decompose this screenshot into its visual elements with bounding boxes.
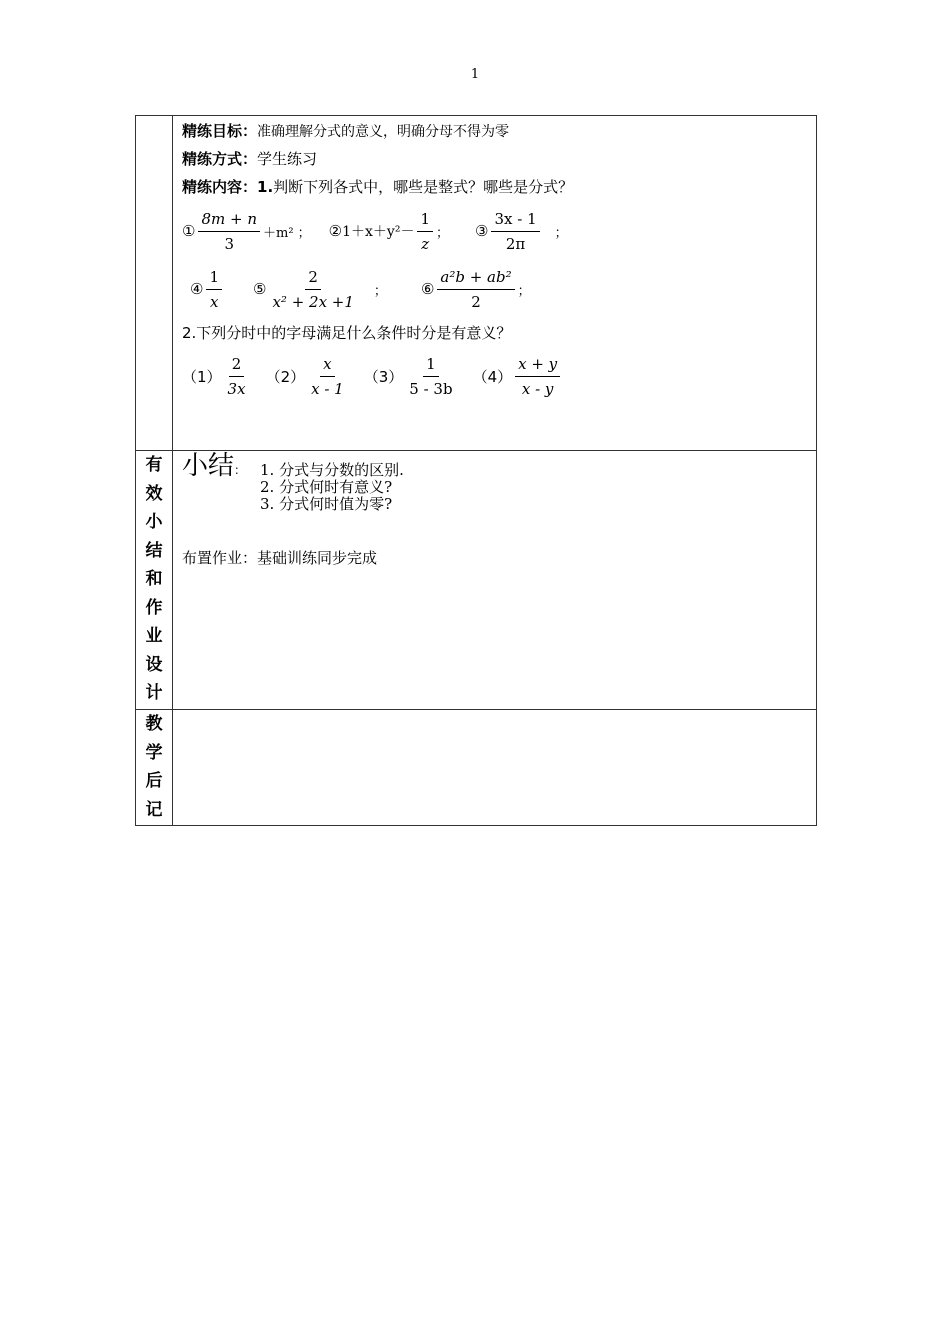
side-char: 效 <box>145 483 163 504</box>
expr-6-denominator: 2 <box>471 292 481 311</box>
practice-goal <box>182 118 816 146</box>
q2-2-numerator: x <box>320 354 334 377</box>
q1-text: 判断下列各式中，哪些是整式？哪些是分式？ <box>273 178 574 196</box>
expr-6-tail: ； <box>517 283 531 299</box>
summary-side-label <box>136 451 172 708</box>
expr-5-tail: ； <box>373 283 387 299</box>
method-text: 学生练习 <box>257 150 318 168</box>
summary-colon: ： <box>234 463 247 477</box>
reflection-side-label <box>136 710 172 824</box>
side-char: 学 <box>145 742 163 763</box>
expr-1-tail: ＋m² ； <box>263 225 311 241</box>
q2-4-numerator: x + y <box>515 354 560 377</box>
side-char: 有 <box>145 455 163 475</box>
expr-5-mark: ⑤ <box>253 280 267 298</box>
q2-1-fraction <box>225 354 249 399</box>
q2-expression-row <box>182 350 816 402</box>
expr-5-denominator: x² + 2x +1 <box>272 292 354 311</box>
q2-2-denominator: x - 1 <box>311 379 344 398</box>
expr-3-fraction <box>491 209 539 254</box>
practice-row <box>136 116 817 451</box>
method-label: 精练方式： <box>182 150 258 168</box>
goal-text: 准确理解分式的意义，明确分母不得为零 <box>257 124 510 140</box>
q1-number: 1. <box>257 178 274 196</box>
reflection-content-cell <box>173 710 817 826</box>
expr-3-numerator: 3x - 1 <box>491 209 539 232</box>
expr-2-prefix: 1＋x＋y²－ <box>342 224 415 240</box>
side-char: 业 <box>145 626 163 646</box>
q2-1-denominator: 3x <box>227 379 246 398</box>
expr-1-fraction <box>198 209 260 254</box>
expr-6-fraction <box>437 267 514 312</box>
side-char: 作 <box>145 597 163 618</box>
q2-4-denominator: x - y <box>521 379 554 398</box>
summary-title: 小结 <box>182 451 235 481</box>
expr-6-mark: ⑥ <box>420 280 435 298</box>
expr-1-numerator: 8m + n <box>198 209 260 232</box>
side-char: 结 <box>145 540 163 561</box>
summary-point: 2. 分式何时有意义? <box>260 478 393 496</box>
homework-text: 布置作业：基础训练同步完成 <box>182 549 378 567</box>
lesson-plan-table <box>135 115 817 826</box>
expr-1-mark: ① <box>182 222 196 240</box>
content-label: 精练内容： <box>182 178 258 196</box>
expr-3-denominator: 2π <box>505 234 526 253</box>
summary-row <box>136 451 817 710</box>
expr-5-numerator: 2 <box>305 267 321 290</box>
summary-side-cell <box>136 451 173 710</box>
q2-4-fraction <box>515 354 560 399</box>
practice-content <box>182 174 816 202</box>
expr-2-tail: ； <box>436 225 450 241</box>
side-char: 后 <box>145 771 163 791</box>
expression-row-2 <box>182 264 816 314</box>
expr-2-numerator: 1 <box>417 209 433 232</box>
q2-3-mark: （3） <box>363 367 404 386</box>
q2-3-denominator: 5 - 3b <box>409 379 453 398</box>
question-2: 2.下列分时中的字母满足什么条件时分是有意义？ <box>182 324 512 342</box>
page-number: 1 <box>470 67 480 82</box>
expr-1-denominator: 3 <box>224 234 234 253</box>
expr-6-numerator: a²b + ab² <box>437 267 514 290</box>
side-char: 教 <box>145 714 163 734</box>
summary-list <box>260 462 404 513</box>
q2-3-numerator: 1 <box>423 354 439 377</box>
expr-2-fraction <box>417 209 433 254</box>
side-char: 计 <box>145 683 163 703</box>
q2-2-mark: （2） <box>265 367 306 386</box>
expr-5-fraction <box>269 267 356 312</box>
practice-content-cell <box>173 116 817 451</box>
expr-3-mark: ③ <box>475 222 489 240</box>
side-char: 小 <box>145 512 163 532</box>
practice-side-cell <box>136 116 173 451</box>
side-char: 设 <box>145 654 163 675</box>
q2-2-fraction <box>308 354 347 399</box>
q2-1-numerator: 2 <box>229 354 245 377</box>
q2-3-fraction <box>406 354 455 399</box>
q2-1-mark: （1） <box>182 367 222 386</box>
summary-content-cell <box>173 451 817 710</box>
side-char: 和 <box>145 569 163 589</box>
expr-4-fraction <box>206 267 222 312</box>
q2-4-mark: （4） <box>472 367 513 386</box>
expr-3-tail: ； <box>554 225 568 241</box>
expression-row-1 <box>182 206 816 256</box>
goal-label: 精练目标： <box>182 122 258 140</box>
expr-4-denominator: x <box>209 292 219 311</box>
reflection-side-cell <box>136 710 173 826</box>
practice-method <box>182 146 816 174</box>
side-char: 记 <box>145 799 163 820</box>
expr-4-mark: ④ <box>190 280 204 298</box>
reflection-row <box>136 710 817 826</box>
expr-2-mark: ② <box>328 222 343 240</box>
expr-4-numerator: 1 <box>206 267 222 290</box>
summary-point: 1. 分式与分数的区别. <box>260 461 404 479</box>
summary-point: 3. 分式何时值为零? <box>260 495 393 513</box>
expr-2-denominator: z <box>421 234 430 253</box>
